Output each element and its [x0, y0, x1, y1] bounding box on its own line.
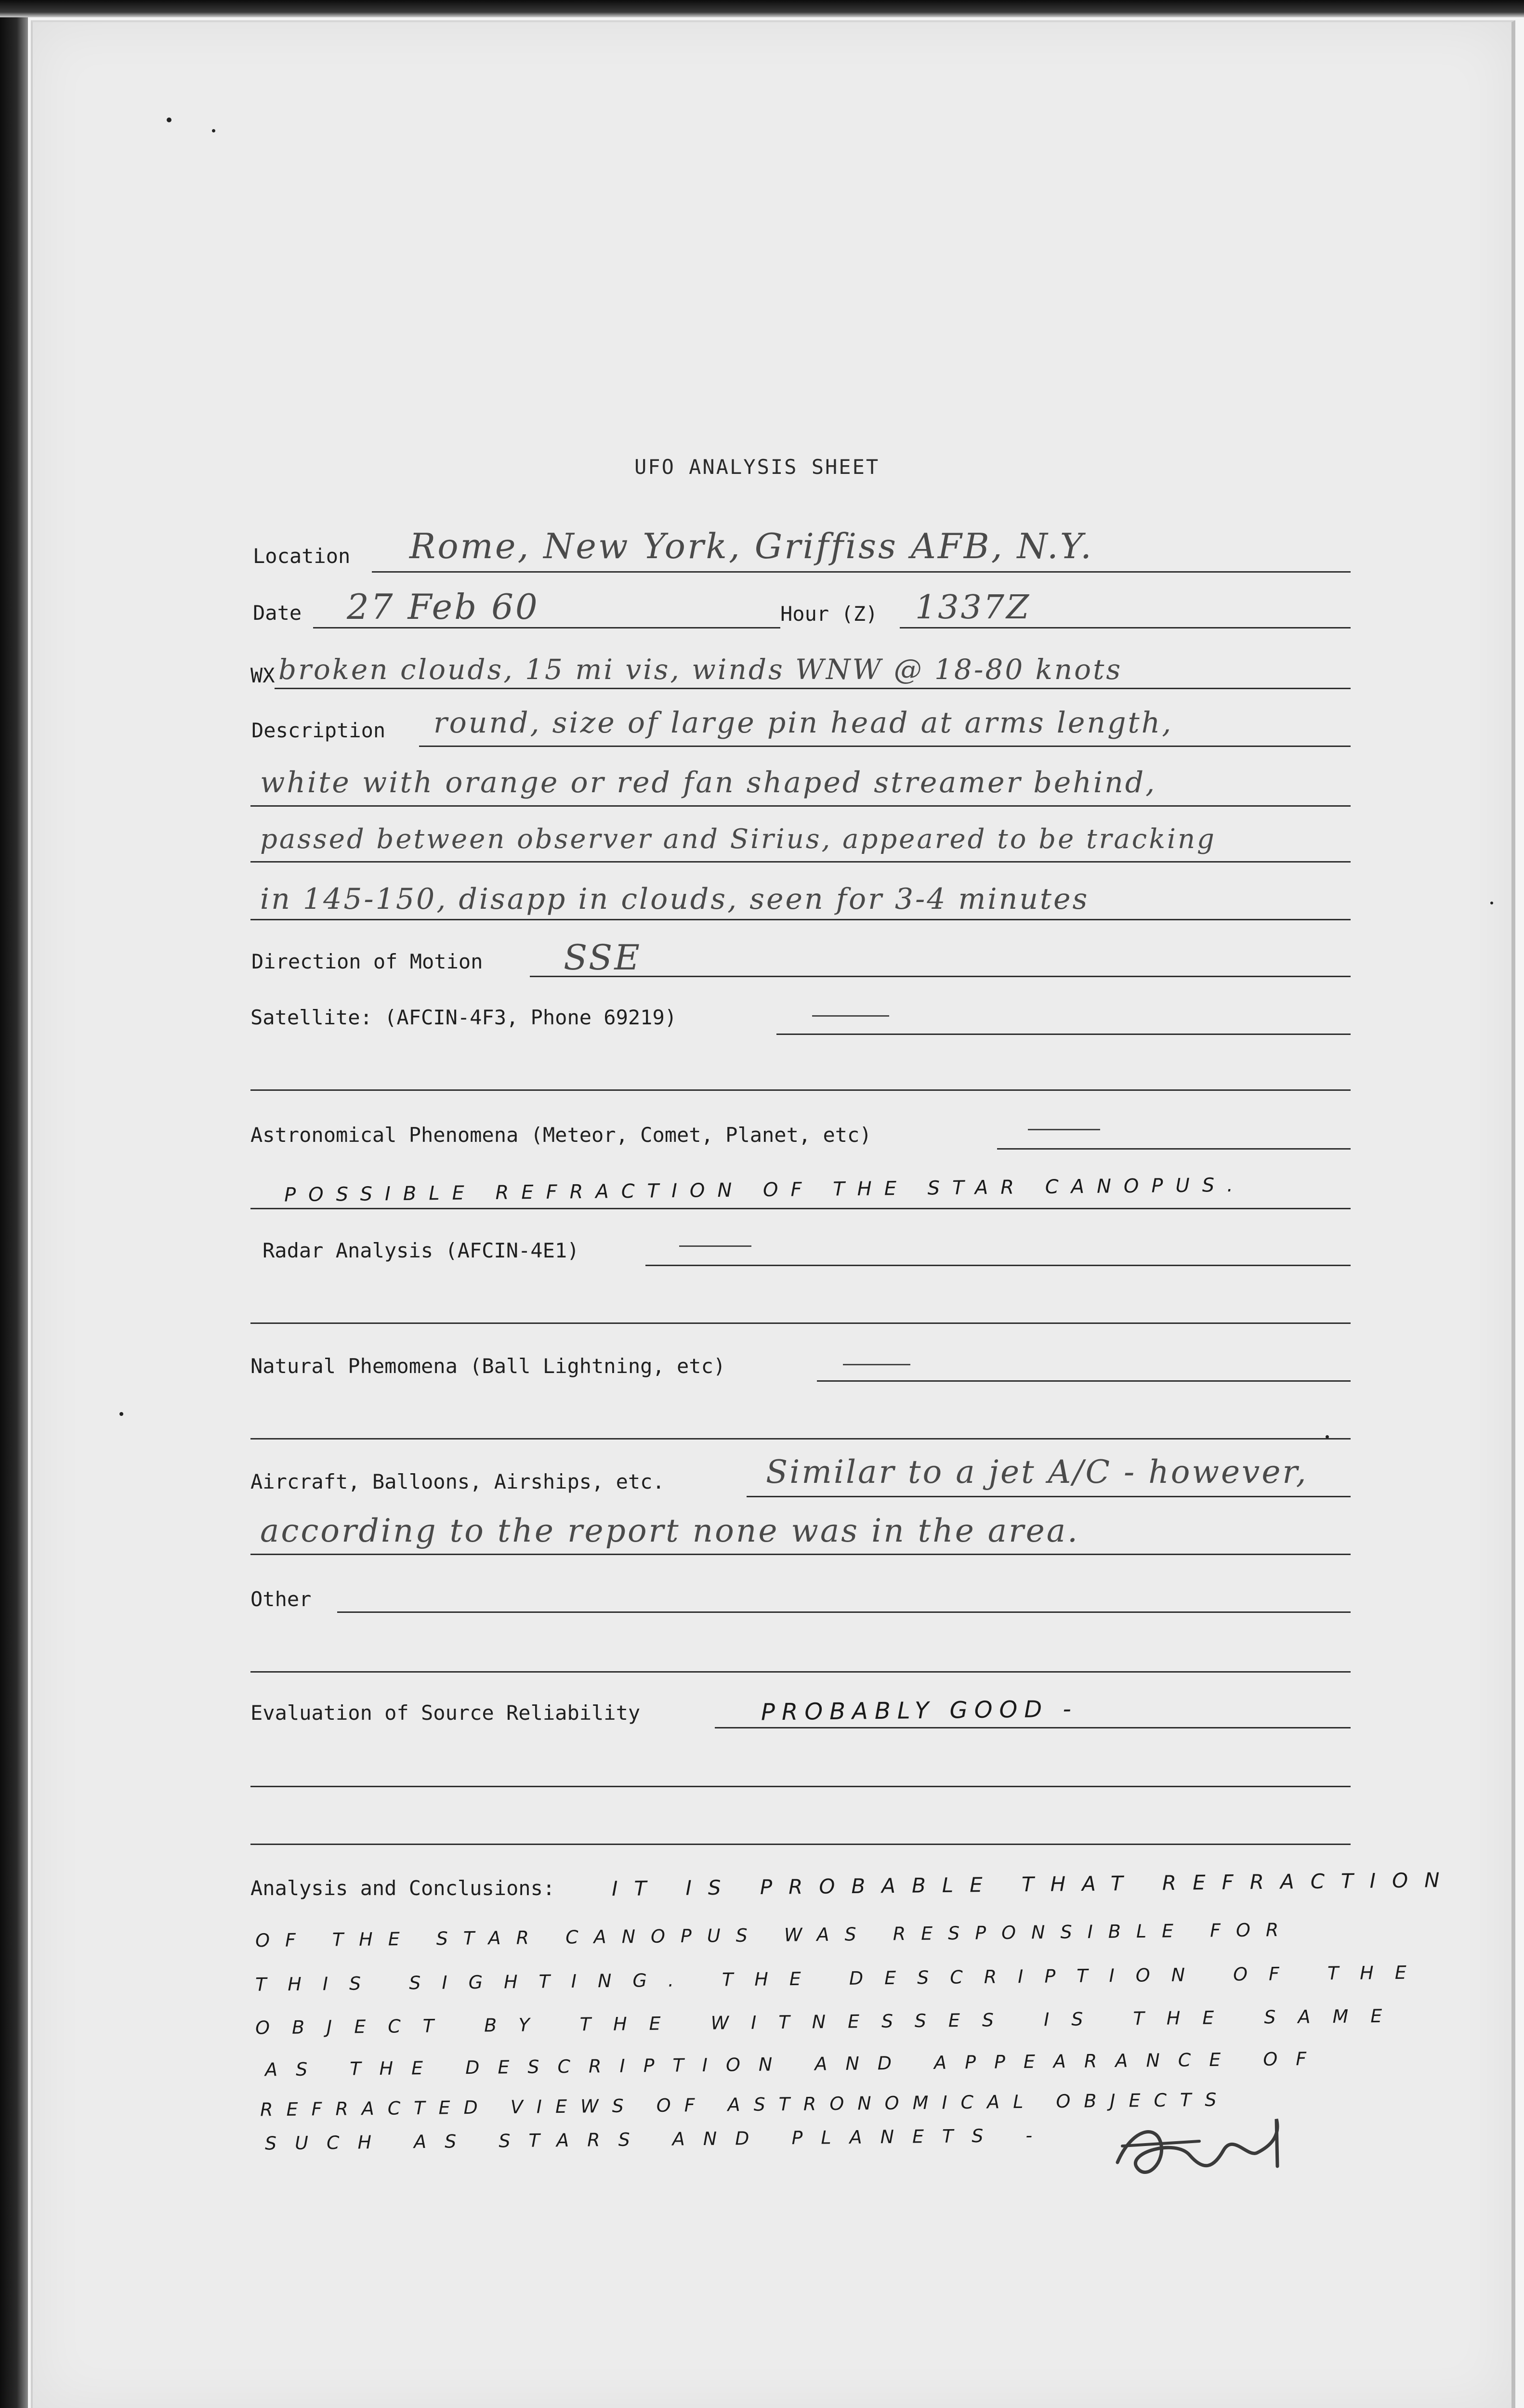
aircraft-label: Aircraft, Balloons, Airships, etc.: [250, 1470, 665, 1493]
location-label: Location: [253, 544, 351, 568]
evaluation-value: PROBABLY GOOD -: [761, 1695, 1078, 1726]
description-text-4: in 145-150, disapp in clouds, seen for 3-4 minutes: [260, 882, 1090, 916]
description-text-2: white with orange or red fan shaped streamer behind,: [260, 766, 1157, 799]
direction-value: SSE: [564, 937, 642, 978]
other-label: Other: [250, 1587, 312, 1611]
astronomical-value: POSSIBLE REFRACTION OF THE STAR CANOPUS.: [284, 1174, 1246, 1206]
astronomical-label: Astronomical Phenomena (Meteor, Comet, Planet, etc): [250, 1123, 872, 1147]
scan-speck: [1490, 902, 1493, 904]
evaluation-line-2: [250, 1786, 1351, 1787]
astronomical-line-2: [250, 1208, 1351, 1209]
description-line-3: [250, 861, 1351, 863]
description-text-3: passed between observer and Sirius, appeared to be tracking: [260, 824, 1216, 855]
satellite-line-1: [776, 1034, 1351, 1035]
natural-label: Natural Phemomena (Ball Lightning, etc): [250, 1354, 726, 1378]
natural-line-1: [817, 1380, 1351, 1382]
signature-mark: [1103, 2109, 1305, 2186]
description-line-4: [250, 919, 1351, 920]
form-title: UFO ANALYSIS SHEET: [634, 455, 880, 479]
date-label: Date: [253, 601, 302, 625]
aircraft-line-2: [250, 1554, 1351, 1555]
wx-line: [275, 688, 1351, 689]
scan-speck: [212, 129, 215, 132]
astronomical-dash: [1028, 1129, 1100, 1130]
location-value: Rome, New York, Griffiss AFB, N.Y.: [409, 526, 1093, 566]
description-line-1: [419, 746, 1351, 747]
hour-label: Hour (Z): [780, 602, 878, 626]
date-line: [313, 627, 780, 628]
analysis-text-1: IT IS PROBABLE THAT REFRACTION: [611, 1868, 1456, 1901]
hour-value: 1337Z: [915, 589, 1031, 627]
scan-speck: [119, 1412, 123, 1416]
analysis-text-7: SUCH AS STARS AND PLANETS -: [264, 2124, 1051, 2154]
radar-line-2: [250, 1322, 1351, 1324]
evaluation-label: Evaluation of Source Reliability: [250, 1701, 641, 1725]
analysis-label: Analysis and Conclusions:: [250, 1876, 555, 1900]
analysis-text-4: OBJECT BY THE WITNESSES IS THE SAME: [255, 2005, 1405, 2039]
description-label: Description: [251, 719, 386, 742]
evaluation-line-3: [250, 1844, 1351, 1845]
natural-dash: [843, 1364, 910, 1365]
direction-label: Direction of Motion: [251, 950, 483, 973]
wx-label: WX: [250, 664, 275, 687]
scan-top-edge: [0, 0, 1524, 17]
description-line-2: [250, 805, 1351, 807]
radar-label: Radar Analysis (AFCIN-4E1): [263, 1239, 579, 1262]
radar-line-1: [645, 1265, 1351, 1266]
satellite-dash: [812, 1015, 889, 1017]
hour-line: [900, 627, 1351, 628]
wx-value: broken clouds, 15 mi vis, winds WNW @ 18-80 knots: [278, 653, 1123, 686]
location-line: [372, 571, 1351, 573]
evaluation-line-1: [715, 1727, 1351, 1728]
description-text-1: round, size of large pin head at arms length,: [434, 706, 1173, 740]
astronomical-line-1: [997, 1148, 1351, 1150]
date-value: 27 Feb 60: [347, 587, 539, 627]
analysis-text-6: REFRACTED VIEWS OF ASTRONOMICAL OBJECTS: [260, 2089, 1230, 2120]
natural-line-2: [250, 1438, 1351, 1440]
other-line-1: [337, 1611, 1351, 1613]
scan-left-edge: [0, 0, 28, 2408]
analysis-text-5: AS THE DESCRIPTION AND APPEARANCE OF: [264, 2048, 1325, 2081]
satellite-line-2: [250, 1089, 1351, 1091]
aircraft-text-2: according to the report none was in the area.: [260, 1512, 1080, 1549]
other-line-2: [250, 1671, 1351, 1673]
analysis-text-2: OF THE STAR CANOPUS WAS RESPONSIBLE FOR: [255, 1919, 1294, 1951]
aircraft-text-1: Similar to a jet A/C - however,: [766, 1453, 1308, 1491]
aircraft-line-1: [747, 1496, 1351, 1497]
satellite-label: Satellite: (AFCIN-4F3, Phone 69219): [250, 1006, 677, 1029]
radar-dash: [679, 1245, 751, 1247]
direction-line: [530, 976, 1351, 977]
scan-speck: [167, 118, 171, 122]
analysis-text-3: THIS SIGHTING. THE DESCRIPTION OF THE: [255, 1962, 1428, 1995]
